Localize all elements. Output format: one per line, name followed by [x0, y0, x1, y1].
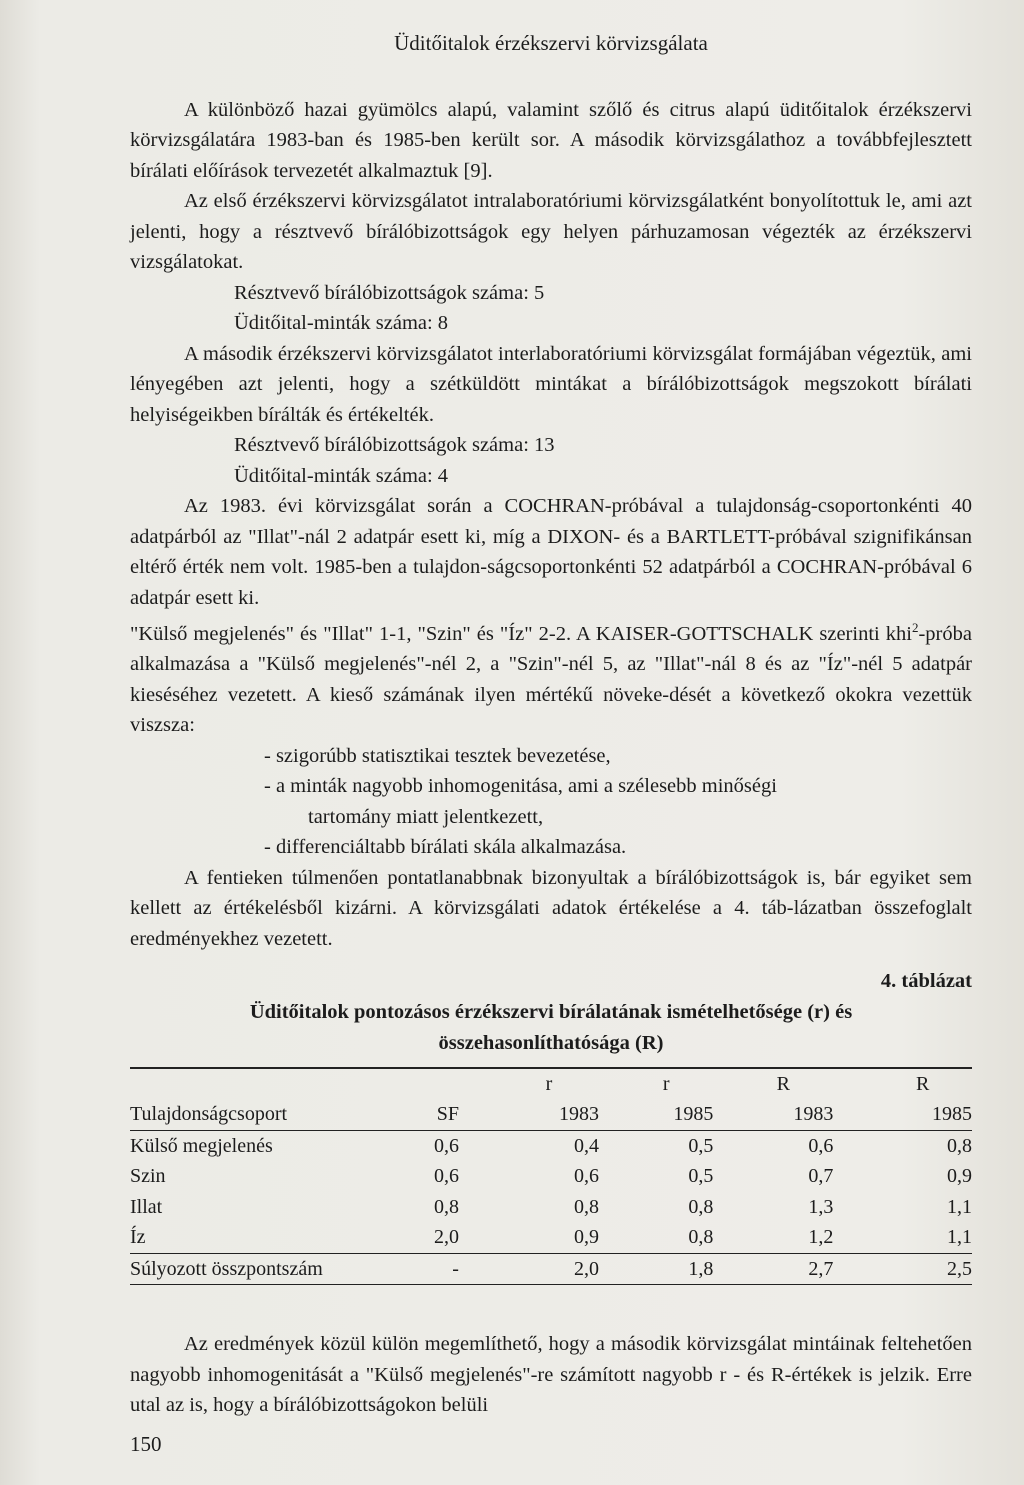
- table-cell: 2,0: [459, 1253, 599, 1285]
- table-cell: 1,1: [947, 1226, 972, 1249]
- table-cell: 0,9: [947, 1165, 972, 1188]
- table-header-row: [130, 1068, 972, 1100]
- table-cell: -: [406, 1253, 459, 1285]
- outliers-text-start: "Külső megjelenés" és "Illat" 1-1, "Szin" és "Íz" 2-2. A KAISER-GOTTSCHALK szerinti khi: [130, 622, 912, 645]
- outliers-text-end: -próba alkalmazása a "Külső megjelenés"-nél 2, a "Szin"-nél 5, az "Illat"-nál 8 és az "Íz"-nél 5 adatpár kieséséhez vezetett. A kieső számának ilyen mértékű növeke-dését a következő okokra vezettük viszsza:: [130, 622, 972, 737]
- table-header-row: [130, 1099, 972, 1130]
- table-cell: Külső megjelenés: [130, 1134, 273, 1157]
- table-title-line1: Üditőitalok pontozásos érzékszervi bírálatának ismételhetősége (r) és: [249, 1000, 853, 1023]
- table-number: 4. táblázat: [880, 970, 972, 993]
- header-cell: R: [916, 1072, 930, 1095]
- table-title-line2: összehasonlíthatósága (R): [438, 1031, 664, 1054]
- table-cell: 0,8: [433, 1195, 459, 1218]
- table-row: [130, 1161, 972, 1192]
- header-cell: R: [776, 1072, 791, 1095]
- table-footer-row: [130, 1253, 972, 1285]
- header-cell: r: [662, 1072, 670, 1095]
- paragraph-evaluation: A fentieken túlmenően pontatlanabbnak bizonyultak a bírálóbizottságok is, bár egyiket sem kellett az értékelésből kizárni. A körvizsgálati adatok értékelése a 4. táb-lázatban összefoglalt eredményekhez vezetett.: [130, 866, 972, 950]
- header-cell: SF: [406, 1099, 459, 1130]
- header-cell: Tulajdonságcsoport: [130, 1099, 406, 1130]
- paragraph-intro: A különböző hazai gyümölcs alapú, valamint szőlő és citrus alapú üditőitalok érzékszervi körvizsgálatára 1983-ban és 1985-ben került sor. A második körvizsgálathoz a továbbfejlesztett bírálati előírások tervezetét alkalmaztuk [9].: [130, 98, 972, 182]
- second-round-committees: Résztvevő bírálóbizottságok száma: 13: [234, 434, 555, 456]
- table-cell: 0,8: [688, 1195, 714, 1218]
- table-cell: 1,3: [808, 1195, 834, 1218]
- table-cell: Illat: [130, 1195, 163, 1218]
- table-cell: 0,5: [688, 1165, 714, 1188]
- header-cell: [406, 1068, 459, 1100]
- superscript-2: 2: [911, 620, 919, 635]
- table-cell: 2,5: [833, 1253, 972, 1285]
- page-title: Üditőitalok érzékszervi körvizsgálata: [394, 31, 708, 55]
- results-table: [130, 1067, 972, 1286]
- paragraph-conclusion: Az eredmények közül külön megemlíthető, hogy a második körvizsgálat mintáinak feltehetően nagyobb inhomogenitását a "Külső megjelenés"-re számított nagyobb r - és R-értékek is jelzik. Erre utal az is, hogy a bírálóbizottságokon belüli: [130, 1333, 972, 1417]
- paragraph-statistics: Az 1983. évi körvizsgálat során a COCHRAN-próbával a tulajdonság-csoportonkénti 40 adatpárból az "Illat"-nál 2 adatpár esett ki, míg a DIXON- és a BARTLETT-próbával szignifikánsan eltérő érték nem volt. 1985-ben a tulajdon-ságcsoportonkénti 52 adatpárból a COCHRAN-próbával 6 adatpár esett ki.: [130, 495, 972, 609]
- table-cell: 2,7: [713, 1253, 833, 1285]
- table-cell: 0,4: [573, 1134, 599, 1157]
- list-item: - differenciáltabb bírálati skála alkalmazása.: [264, 836, 627, 859]
- paragraph-outliers: [130, 613, 972, 741]
- list-item-continuation: tartomány miatt jelentkezett,: [308, 805, 544, 828]
- table-cell: 1,2: [808, 1226, 834, 1249]
- table-row: [130, 1222, 972, 1253]
- table-cell: 1,8: [599, 1253, 713, 1285]
- table-cell: 0,8: [573, 1195, 599, 1218]
- table-cell: 0,6: [573, 1165, 599, 1188]
- table-cell: 0,6: [433, 1165, 459, 1188]
- table-row: [130, 1130, 972, 1161]
- header-cell: r: [545, 1072, 553, 1095]
- table-cell: 1,1: [947, 1195, 972, 1218]
- table-cell: 0,6: [808, 1134, 834, 1157]
- table-cell: Súlyozott összpontszám: [130, 1253, 406, 1285]
- table-cell: 0,5: [688, 1134, 714, 1157]
- header-cell: 1983: [713, 1099, 833, 1130]
- first-round-samples: Üditőital-minták száma: 8: [234, 312, 449, 334]
- first-round-committees: Résztvevő bírálóbizottságok száma: 5: [234, 281, 545, 304]
- paragraph-first-round: Az első érzékszervi körvizsgálatot intralaboratóriumi körvizsgálatként bonyolítottuk le, ami azt jelenti, hogy a résztvevő bírálóbizottságok egy helyen párhuzamosan végezték az érzékszervi vizsgálatokat.: [130, 190, 972, 273]
- table-row: [130, 1192, 972, 1223]
- table-cell: 0,9: [573, 1226, 599, 1249]
- paragraph-second-round: A második érzékszervi körvizsgálatot interlaboratóriumi körvizsgálat formájában végeztük, ami lényegében azt jelenti, hogy a szétküldött mintákat a bírálóbizottságok megszokott bírálati helyiségeikben bírálták és értékelték.: [130, 342, 972, 426]
- header-cell: 1983: [459, 1099, 599, 1130]
- header-cell: 1985: [833, 1099, 972, 1130]
- page-content: [130, 28, 972, 1459]
- list-item: - a minták nagyobb inhomogenitása, ami a szélesebb minőségi: [264, 775, 777, 798]
- second-round-samples: Üditőital-minták száma: 4: [234, 464, 449, 487]
- table-cell: Íz: [130, 1226, 146, 1249]
- table-cell: 0,8: [688, 1226, 714, 1249]
- table-cell: 0,8: [947, 1134, 972, 1157]
- list-item: - szigorúbb statisztikai tesztek bevezetése,: [264, 744, 611, 767]
- table-cell: 0,6: [433, 1134, 459, 1157]
- page-number: 150: [130, 1431, 162, 1456]
- table-cell: Szin: [130, 1165, 166, 1188]
- table-cell: 0,7: [808, 1165, 834, 1188]
- table-cell: 2,0: [433, 1226, 459, 1249]
- header-cell: [130, 1068, 406, 1100]
- header-cell: 1985: [599, 1099, 713, 1130]
